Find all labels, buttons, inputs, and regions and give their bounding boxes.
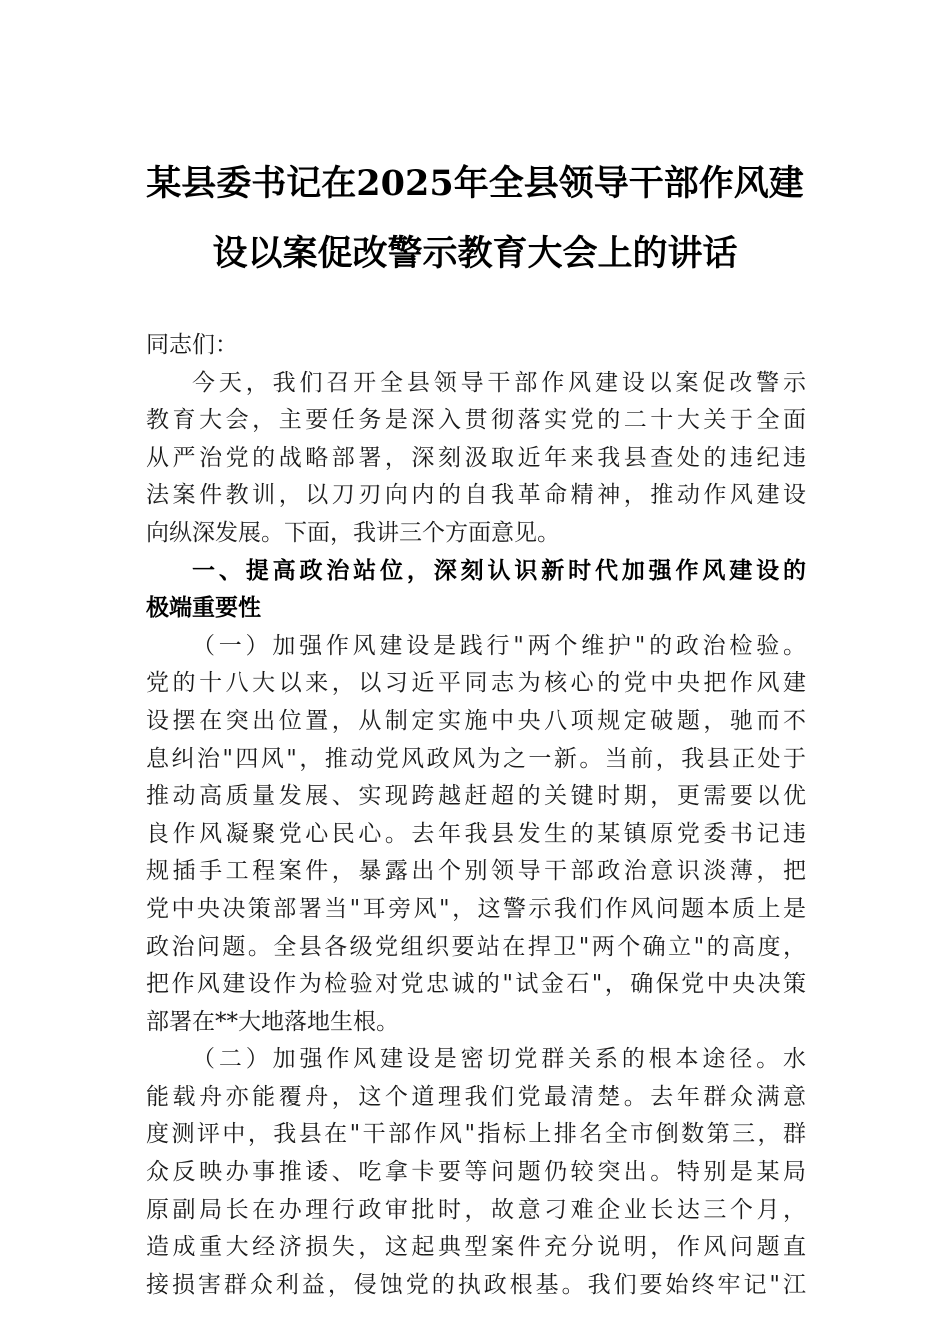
subsection-1-line: 政治问题。全县各级党组织要站在捍卫"两个确立"的高度， xyxy=(146,933,806,960)
subsection-2-line: 原副局长在办理行政审批时，故意刁难企业长达三个月， xyxy=(146,1196,806,1223)
document-title-line-1: 某县委书记在2025年全县领导干部作风建 xyxy=(146,163,804,204)
intro-line: 今天，我们召开全县领导干部作风建设以案促改警示 xyxy=(192,369,806,396)
subsection-1-line: 党中央决策部署当"耳旁风"，这警示我们作风问题本质上是 xyxy=(146,895,806,922)
subsection-1-line: 设摆在突出位置，从制定实施中央八项规定破题，驰而不 xyxy=(146,707,806,734)
intro-line: 向纵深发展。下面，我讲三个方面意见。 xyxy=(146,519,560,546)
subsection-1-line: 推动高质量发展、实现跨越赶超的关键时期，更需要以优 xyxy=(146,783,806,810)
subsection-1-line: 把作风建设作为检验对党忠诚的"试金石"，确保党中央决策 xyxy=(146,971,806,998)
subsection-1-line: （一）加强作风建设是践行"两个维护"的政治检验。 xyxy=(192,632,806,659)
subsection-1-line: 党的十八大以来，以习近平同志为核心的党中央把作风建 xyxy=(146,670,806,697)
subsection-2-line: （二）加强作风建设是密切党群关系的根本途径。水 xyxy=(192,1046,806,1073)
subsection-2-line: 能载舟亦能覆舟，这个道理我们党最清楚。去年群众满意 xyxy=(146,1083,806,1110)
salutation: 同志们： xyxy=(146,332,238,358)
subsection-2-line: 接损害群众利益，侵蚀党的执政根基。我们要始终牢记"江 xyxy=(146,1271,806,1298)
section-heading-line: 极端重要性 xyxy=(146,595,261,622)
intro-line: 法案件教训，以刀刃向内的自我革命精神，推动作风建设 xyxy=(146,482,806,509)
document-title-line-2: 设以案促改警示教育大会上的讲话 xyxy=(212,233,738,274)
subsection-2-line: 造成重大经济损失，这起典型案件充分说明，作风问题直 xyxy=(146,1234,806,1261)
document-body xyxy=(146,327,806,1304)
subsection-2-line: 度测评中，我县在"干部作风"指标上排名全市倒数第三，群 xyxy=(146,1121,806,1148)
subsection-1-line: 息纠治"四风"，推动党风政风为之一新。当前，我县正处于 xyxy=(146,745,806,772)
subsection-2-line: 众反映办事推诿、吃拿卡要等问题仍较突出。特别是某局 xyxy=(146,1159,806,1186)
intro-line: 教育大会，主要任务是深入贯彻落实党的二十大关于全面 xyxy=(146,407,806,434)
section-heading-line: 一、提高政治站位，深刻认识新时代加强作风建设的 xyxy=(192,557,806,584)
subsection-1-line: 良作风凝聚党心民心。去年我县发生的某镇原党委书记违 xyxy=(146,820,806,847)
intro-line: 从严治党的战略部署，深刻汲取近年来我县查处的违纪违 xyxy=(146,444,806,471)
subsection-1-line: 规插手工程案件，暴露出个别领导干部政治意识淡薄，把 xyxy=(146,858,806,885)
subsection-1-line: 部署在**大地落地生根。 xyxy=(146,1008,399,1035)
